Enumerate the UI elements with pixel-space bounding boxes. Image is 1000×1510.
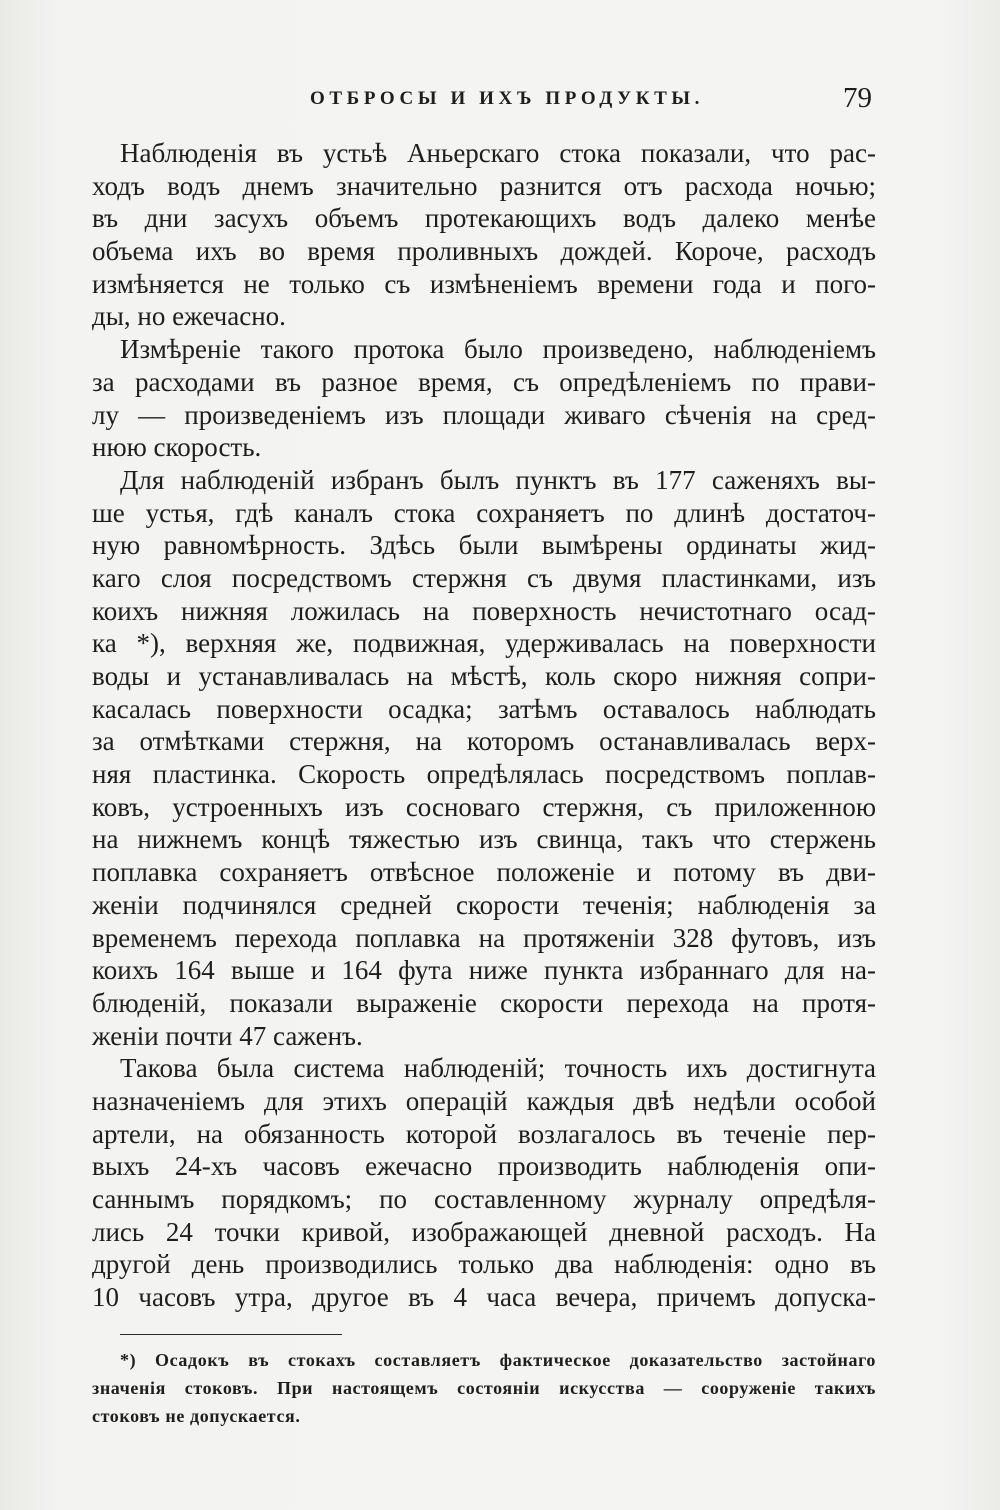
text-line: ходъ водъ днемъ значительно разнится отъ расхода ночью; xyxy=(92,170,876,201)
text-line: нюю скорость. xyxy=(92,432,262,463)
text-line: блюденій, показали выраженіе скорости перехода на протя- xyxy=(92,987,876,1018)
text-line: коихъ нижняя ложилась на поверхность нечистотнаго осад- xyxy=(92,595,876,626)
text-line: измѣняется не только съ измѣненіемъ времени года и пого- xyxy=(92,268,876,299)
text-line: артели, на обязанность которой возлагалось въ теченіе пер- xyxy=(92,1118,876,1149)
footnote xyxy=(92,1346,876,1430)
text-line: за расходами въ разное время, съ опредѣленіемъ по прави- xyxy=(92,366,876,397)
page-number: 79 xyxy=(843,82,872,114)
footnote-line: *) Осадокъ въ стокахъ составляетъ фактическое доказательство застойнаго xyxy=(120,1350,876,1370)
text-line: за отмѣтками стержня, на которомъ останавливалась верх- xyxy=(92,726,876,757)
text-line: поплавка сохраняетъ отвѣсное положеніе и потому въ дви- xyxy=(92,857,876,888)
footnote-line: значенія стоковъ. При настоящемъ состояніи искусства — сооруженіе такихъ xyxy=(92,1378,876,1398)
text-line: ковъ, устроенныхъ изъ сосноваго стержня, съ приложенною xyxy=(92,791,876,822)
footnote-line: стоковъ не допускается. xyxy=(92,1406,301,1426)
text-line: назначеніемъ для этихъ операцій каждыя двѣ недѣли особой xyxy=(92,1085,876,1116)
text-line: 10 часовъ утра, другое въ 4 часа вечера, причемъ допуска- xyxy=(92,1282,876,1313)
text-line: временемъ перехода поплавка на протяженіи 328 футовъ, изъ xyxy=(92,922,876,953)
text-line: ше устья, гдѣ каналъ стока сохраняетъ по длинѣ достаточ- xyxy=(92,497,876,528)
text-line: Такова была система наблюденій; точность ихъ достигнута xyxy=(120,1053,876,1084)
text-line: на нижнемъ концѣ тяжестью изъ свинца, такъ что стержень xyxy=(92,824,876,855)
text-line: няя пластинка. Скорость опредѣлялась посредствомъ поплав- xyxy=(92,759,876,790)
running-title: ОТБРОСЫ И ИХЪ ПРОДУКТЫ. xyxy=(310,88,704,109)
text-line: касалась поверхности осадка; затѣмъ оставалось наблюдать xyxy=(92,693,876,724)
text-line: въ дни засухъ объемъ протекающихъ водъ далеко менѣе xyxy=(92,203,876,234)
text-line: каго слоя посредствомъ стержня съ двумя пластинками, изъ xyxy=(92,562,876,593)
text-line: саннымъ порядкомъ; по составленному журналу опредѣля- xyxy=(92,1184,876,1214)
footnote-divider xyxy=(120,1334,342,1335)
text-line: Наблюденія въ устьѣ Аньерскаго стока показали, что рас- xyxy=(120,138,876,168)
text-line: женіи почти 47 саженъ. xyxy=(92,1020,363,1051)
text-line: выхъ 24-хъ часовъ ежечасно производить наблюденія опи- xyxy=(92,1151,876,1182)
text-line: воды и устанавливалась на мѣстѣ, коль скоро нижняя сопри- xyxy=(92,661,876,691)
text-line: Для наблюденій избранъ былъ пунктъ въ 177 саженяхъ вы- xyxy=(120,464,876,495)
text-line: лу — произведеніемъ изъ площади живаго сѣченія на сред- xyxy=(92,399,876,430)
text-line: коихъ 164 выше и 164 фута ниже пункта избраннаго для на- xyxy=(92,955,876,986)
text-line: ную равномѣрность. Здѣсь были вымѣрены ординаты жид- xyxy=(92,530,876,561)
text-line: женіи подчинялся средней скорости теченія; наблюденія за xyxy=(92,889,876,920)
text-line: Измѣреніе такого протока было произведено, наблюденіемъ xyxy=(120,334,876,365)
text-line: ка *), верхняя же, подвижная, удерживалась на поверхности xyxy=(92,628,876,659)
text-line: лись 24 точки кривой, изображающей дневной расходъ. На xyxy=(92,1216,876,1247)
text-line: ды, но ежечасно. xyxy=(92,301,286,332)
body-text xyxy=(92,137,876,1314)
text-line: другой день производились только два наблюденія: одно въ xyxy=(92,1249,876,1280)
text-line: объема ихъ во время проливныхъ дождей. Короче, расходъ xyxy=(92,236,876,267)
page-header xyxy=(120,82,872,122)
